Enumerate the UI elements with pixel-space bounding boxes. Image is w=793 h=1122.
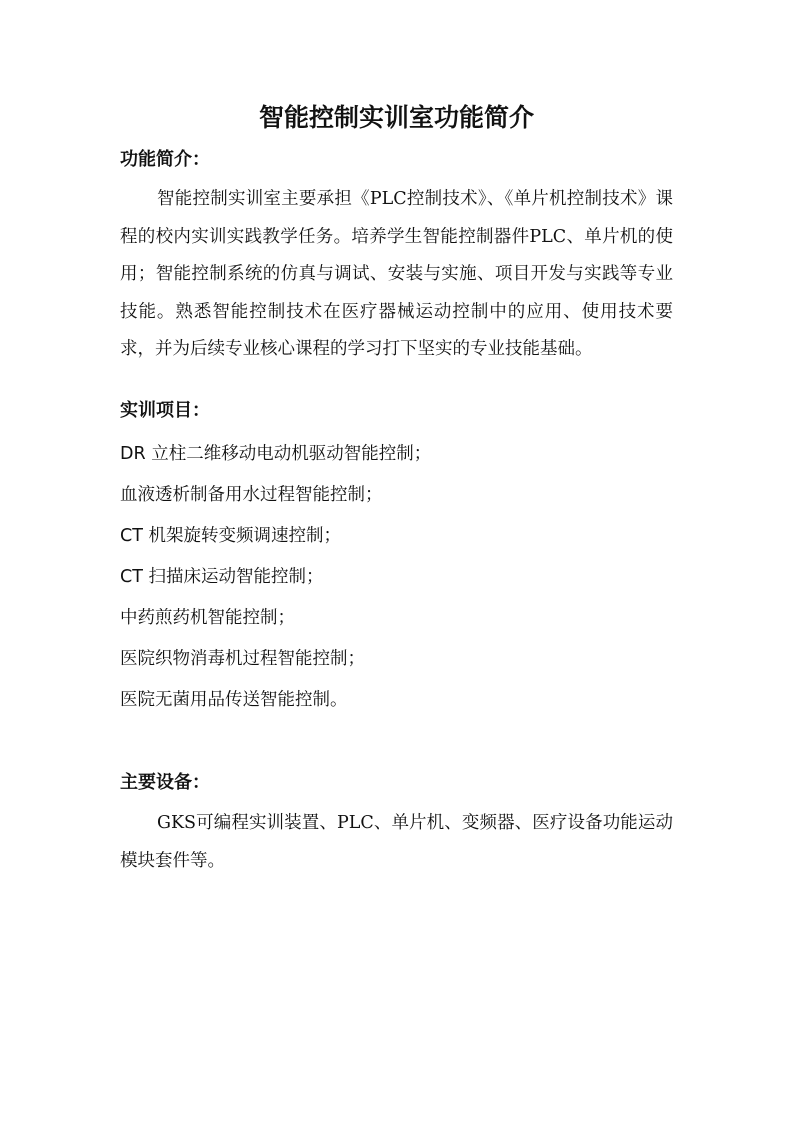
list-item: 中药煎药机智能控制； — [120, 608, 295, 628]
list-item: CT 机架旋转变频调速控制； — [120, 526, 341, 546]
intro-paragraph: 智能控制实训室主要承担《PLC控制技术》、《单片机控制技术》课程的校内实训实践教学任务。培养学生智能控制器件PLC、单片机的使用；智能控制系统的仿真与调试、安装与实施、项目开发与实践等专业技能。熟悉智能控制技术在医疗器械运动控制中的应用、使用技术要求，并为后续专业核心课程的学习打下坚实的专业技能基础。 — [120, 189, 673, 359]
equipment-paragraph: GKS可编程实训装置、PLC、单片机、变频器、医疗设备功能运动模块套件等。 — [120, 813, 673, 871]
list-item: 医院织物消毒机过程智能控制； — [120, 649, 365, 669]
list-item: 医院无菌用品传送智能控制。 — [120, 690, 348, 710]
projects-list — [120, 434, 680, 721]
projects-heading: 实训项目： — [120, 400, 210, 421]
list-item: CT 扫描床运动智能控制； — [120, 567, 324, 587]
equipment-heading: 主要设备： — [120, 772, 210, 793]
intro-heading: 功能简介： — [120, 149, 210, 170]
list-item: 血液透析制备用水过程智能控制； — [120, 485, 383, 505]
list-item: DR 立柱二维移动电动机驱动智能控制； — [120, 444, 432, 464]
page-title: 智能控制实训室功能简介 — [258, 103, 534, 132]
